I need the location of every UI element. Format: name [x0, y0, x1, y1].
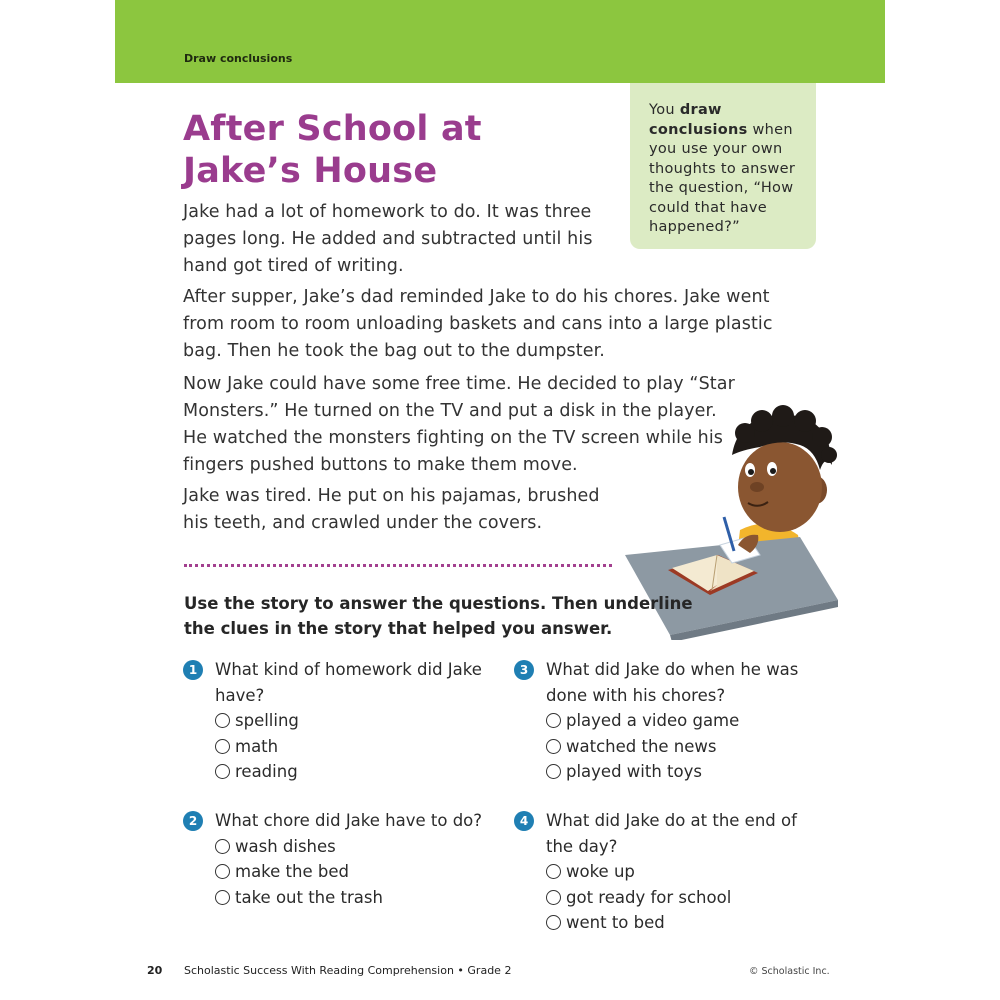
story-paragraph: Now Jake could have some free time. He decided to play “Star Monsters.” He turned on the TV and put a disk in the player. He watched the monsters fighting on the TV screen while his fingers pushed buttons to make them move.	[183, 374, 735, 475]
skill-label: Draw conclusions	[184, 52, 293, 65]
option-label: watched the news	[566, 736, 717, 756]
question-prompt	[183, 808, 493, 834]
radio-circle-icon[interactable]	[215, 864, 230, 879]
radio-circle-icon[interactable]	[546, 764, 561, 779]
answer-option[interactable]	[546, 759, 814, 785]
copyright-notice: © Scholastic Inc.	[749, 966, 830, 977]
tip-text-bold: draw conclusions	[649, 102, 748, 138]
radio-circle-icon[interactable]	[215, 764, 230, 779]
radio-circle-icon[interactable]	[546, 713, 561, 728]
answer-option[interactable]	[546, 734, 814, 760]
worksheet-page	[115, 0, 885, 1000]
answer-option[interactable]	[546, 708, 814, 734]
option-label: went to bed	[566, 913, 665, 932]
option-label: played with toys	[566, 762, 702, 781]
question-number-badge: 1	[183, 660, 203, 680]
answer-option[interactable]	[215, 734, 493, 760]
answer-options	[514, 708, 814, 785]
answer-option[interactable]	[215, 759, 493, 785]
answer-options	[183, 834, 493, 911]
tip-text-pre: You	[649, 102, 680, 118]
question-number-badge: 4	[514, 811, 534, 831]
tip-box	[630, 83, 816, 249]
question-prompt	[514, 808, 814, 859]
question-1	[183, 657, 493, 785]
question-4	[514, 808, 814, 936]
answer-option[interactable]	[546, 859, 814, 885]
answer-option[interactable]	[546, 885, 814, 911]
radio-circle-icon[interactable]	[546, 739, 561, 754]
answer-option[interactable]	[546, 910, 814, 936]
radio-circle-icon[interactable]	[546, 915, 561, 930]
radio-circle-icon[interactable]	[546, 864, 561, 879]
question-prompt	[183, 657, 493, 708]
option-label: math	[235, 736, 279, 756]
question-text: What kind of homework did Jake have?	[215, 660, 482, 705]
radio-circle-icon[interactable]	[215, 890, 230, 905]
option-label: take out the trash	[235, 887, 383, 907]
answer-option[interactable]	[215, 834, 493, 860]
option-label: got ready for school	[566, 887, 732, 907]
option-label: make the bed	[235, 862, 349, 881]
answer-options	[514, 859, 814, 936]
question-text: What chore did Jake have to do?	[215, 811, 483, 830]
option-label: wash dishes	[235, 836, 336, 856]
header-banner	[115, 0, 885, 83]
question-number-badge: 3	[514, 660, 534, 680]
option-label: reading	[235, 762, 298, 781]
story-paragraph: Jake was tired. He put on his pajamas, brushed his teeth, and crawled under the covers.	[183, 486, 600, 533]
book-title-footer: Scholastic Success With Reading Comprehension • Grade 2	[184, 964, 512, 977]
option-label: played a video game	[566, 711, 740, 730]
answer-option[interactable]	[215, 885, 493, 911]
option-label: woke up	[566, 862, 635, 881]
answer-option[interactable]	[215, 859, 493, 885]
radio-circle-icon[interactable]	[215, 739, 230, 754]
option-label: spelling	[235, 711, 299, 730]
question-2	[183, 808, 493, 910]
question-prompt	[514, 657, 814, 708]
radio-circle-icon[interactable]	[215, 839, 230, 854]
question-text: What did Jake do at the end of the day?	[546, 811, 797, 856]
radio-circle-icon[interactable]	[215, 713, 230, 728]
question-text: What did Jake do when he was done with his chores?	[546, 660, 799, 705]
radio-circle-icon[interactable]	[546, 890, 561, 905]
tip-text-post: when you use your own thoughts to answer the question, “How could that have happened?”	[649, 121, 796, 235]
story-paragraph: After supper, Jake’s dad reminded Jake to do his chores. Jake went from room to room unloading baskets and cans into a large plastic bag. Then he took the bag out to the dumpster.	[183, 287, 773, 361]
story-paragraph: Jake had a lot of homework to do. It was three pages long. He added and subtracted until his hand got tired of writing.	[183, 202, 593, 276]
question-number-badge: 2	[183, 811, 203, 831]
instructions-text: Use the story to answer the questions. Then underline the clues in the story that helped you answer.	[184, 594, 693, 638]
page-title: After School at Jake’s House	[183, 109, 482, 191]
page-number: 20	[147, 964, 163, 977]
dotted-divider	[184, 564, 612, 567]
answer-options	[183, 708, 493, 785]
question-3	[514, 657, 814, 785]
answer-option[interactable]	[215, 708, 493, 734]
